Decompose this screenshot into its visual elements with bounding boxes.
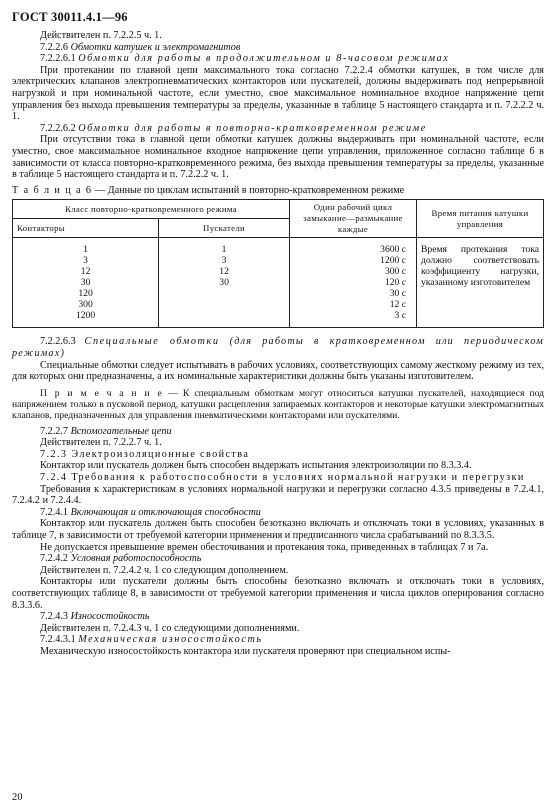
table-cell: 1	[83, 244, 88, 256]
table-cell: 300	[78, 299, 93, 311]
table-cell: 1	[221, 244, 227, 256]
section-heading: 7.2.4.1 Включающая и отключающая способности	[40, 506, 261, 518]
paragraph: Контактор или пускатель должен быть способен выдержать испытания электроизоляции по 8.3.3.4.	[40, 460, 472, 472]
table-cell: 3600 с	[380, 244, 406, 256]
table-cell: 30	[219, 277, 229, 289]
section-heading: 7.2.2.6.3 Специальные обмотки (для работы в кратковременном или периодическом режимах)	[12, 336, 545, 359]
table-cell: 120 с	[384, 277, 406, 289]
table-header-contactors: Контакторы	[13, 219, 159, 238]
table-header-starters: Пускатели	[159, 219, 290, 238]
table-header-class: Класс повторно-кратковременного режима	[13, 200, 290, 219]
paragraph: Действителен п. 7.2.4.3 ч. 1 со следующими дополнениями.	[40, 622, 300, 634]
paragraph: Действителен п. 7.2.4.2 ч. 1 со следующим дополнением.	[40, 564, 289, 576]
table-col-contactors	[13, 238, 159, 328]
table-cell: 3	[83, 255, 88, 267]
table-cell: 120	[78, 288, 93, 300]
table-cell: 12	[219, 266, 229, 278]
table-cell: 300 с	[384, 266, 406, 278]
section-heading: 7.2.2.6.2 Обмотки для работы в повторно-кратковременном режиме	[40, 122, 427, 134]
table-col-cycle	[290, 238, 417, 328]
table-cell: 12 с	[389, 299, 406, 311]
paragraph: Действителен п. 7.2.2.7 ч. 1.	[40, 437, 162, 449]
section-heading: 7.2.4.3 Износостойкость	[40, 611, 150, 623]
table-cell: 3 с	[394, 310, 406, 322]
paragraph: Не допускается превышение времен обесточивания и протекания тока, приведенных в таблицах 7 и 7а.	[40, 541, 489, 553]
note: П р и м е ч а н и е — К специальным обмоткам могут относиться катушки пускателей, находящиеся под напряжением только в пусковой период, катушки расцепления запираемых контакторов и некоторые катушки электромагнитных клапанов, предназначенных для управления пневматическими контакторами или пускателями.	[12, 387, 544, 421]
page-number: 20	[12, 792, 23, 803]
table-cell-supply: Время протекания тока должно соответствовать коэффициенту нагрузки, указанному изготовителем	[417, 238, 544, 328]
table-cell: 30	[80, 277, 91, 289]
section-heading: 7.2.2.7 Вспомогательные цепи	[40, 425, 172, 437]
table-cell: 12	[80, 266, 91, 278]
paragraph: Механическую износостойкость контактора или пускателя проверяют при специальном испы-	[40, 645, 451, 657]
table-cell: 1200	[75, 310, 96, 322]
table-header-cycle: Один рабочий цикл замыкание—размыкание каждые	[290, 200, 417, 238]
table-header-supply: Время питания катушки управления	[417, 200, 544, 238]
table-caption: Т а б л и ц а 6 — Данные по циклам испытаний в повторно-кратковременном режиме	[12, 184, 405, 196]
section-heading: 7.2.4.2 Условная работоспособность	[40, 553, 202, 565]
paragraph: Контактор или пускатель должен быть способен безотказно включать и отключать токи в условиях, указанных в таблице 7, в зависимости от требуемой категории применения и предписанного числа срабатываний по 8.3.3.5.	[12, 518, 544, 542]
paragraph: При отсутствии тока в главной цепи обмотки катушек должны выдерживать при номинальной частоте, если уместно, свое максимальное номинальное входное напряжение цепи управления, приложенное согласно таблице 6 в зависимости от класса повторно-кратковременного режима, без выхода превышения температуры за пределы, указанные в таблице 5 настоящего стандарта и п. 7.2.2.2 ч. 1.	[12, 134, 544, 181]
paragraph: Требования к характеристикам в условиях нормальной нагрузки и перегрузки согласно 4.3.5 приведены в 7.2.4.1, 7.2.4.2 и 7.2.4.4.	[12, 483, 544, 507]
paragraph: При протекании по главной цепи максимального тока согласно 7.2.2.4 обмотки катушек, в том числе для электрических клапанов электропневматических контакторов или пускателей, должны выдерживать под непрерывной нагрузкой и при номинальной частоте, если уместно, свое максимальное номинальное входное напряжение цепи управления без выхода превышения температуры за пределы, указанные в таблице 5 настоящего стандарта и п. 7.2.2.2 ч. 1.	[12, 64, 544, 123]
table-cell: 3	[221, 255, 227, 267]
table-6	[12, 199, 544, 328]
document-body	[12, 30, 544, 658]
paragraph: Специальные обмотки следует испытывать в рабочих условиях, соответствующих самому жесткому режиму из тех, для которых они предназначены, а их номинальные характеристики должны быть указаны изготовителем.	[12, 359, 544, 383]
table-cell: 1200 с	[380, 255, 406, 267]
section-heading: 7.2.3 Электроизоляционные свойства	[40, 448, 250, 460]
paragraph: Действителен п. 7.2.2.5 ч. 1.	[40, 30, 162, 41]
table-cell: 30 с	[389, 288, 406, 300]
page-header: ГОСТ 30011.4.1—96	[12, 10, 128, 24]
paragraph: Контакторы или пускатели должны быть способны безотказно включать и отключать токи в условиях, соответствующих таблице 8, в зависимости от требуемой категории применения и числа циклов оперирования согласно 8.3.3.6.	[12, 576, 544, 611]
section-heading: 7.2.2.6 Обмотки катушек и электромагнитов	[40, 41, 241, 53]
section-heading: 7.2.2.6.1 Обмотки для работы в продолжительном и 8-часовом режимах	[40, 53, 450, 65]
section-heading: 7.2.4.3.1 Механическая износостойкость	[40, 634, 263, 646]
table-col-starters	[159, 238, 290, 328]
section-heading: 7.2.4 Требования к работоспособности в условиях нормальной нагрузки и перегрузки	[40, 472, 525, 484]
